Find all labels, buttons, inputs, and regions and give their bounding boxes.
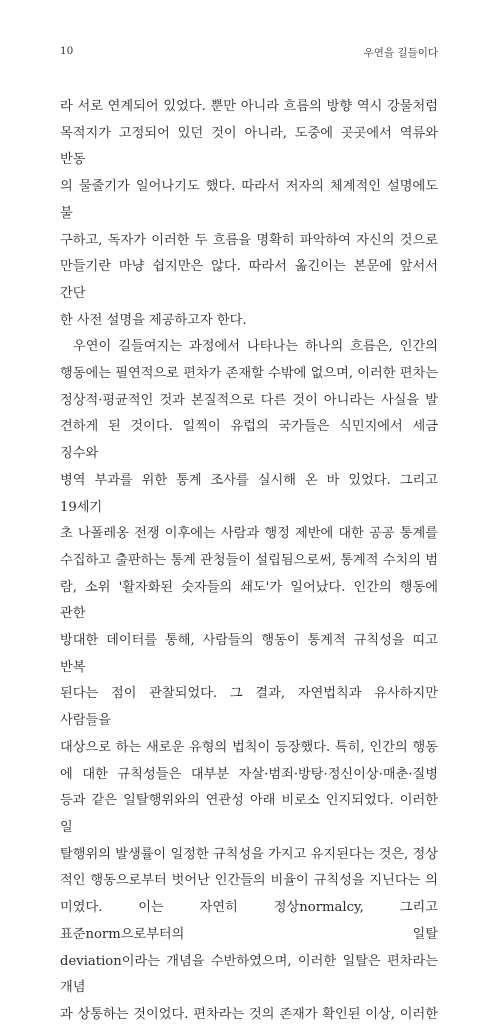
text-line: 미였다. 이는 자연히 정상normalcy, 그리고 표준norm으로부터의 일탈 <box>60 900 438 942</box>
body-text <box>60 94 438 1029</box>
page-header <box>60 45 438 61</box>
text-line: deviation이라는 개념을 수반하였으며, 이러한 일탈은 편차라는 개념 <box>60 953 438 996</box>
text-line: 병역 부과를 위한 통계 조사를 실시해 온 바 있었다. 그리고 19세기 <box>60 472 438 515</box>
running-title: 우연을 길들이다 <box>363 47 438 59</box>
text-line: 탈행위의 발생률이 일정한 규칙성을 가지고 유지된다는 것은, 정상 <box>60 846 438 862</box>
text-line: 의 물줄기가 일어나기도 했다. 따라서 저자의 체계적인 설명에도 불 <box>60 179 438 221</box>
text-line: 만들기란 마냥 쉽지만은 않다. 따라서 옮긴이는 본문에 앞서서 간단 <box>60 259 438 301</box>
text-line: 람, 소위 '활자화된 숫자들의 쇄도'가 일어났다. 인간의 행동에 관한 <box>60 579 438 622</box>
text-line: 에 대한 규칙성들은 대부분 자살·범죄·방탕·정신이상·매춘·질병 <box>60 766 438 782</box>
text-line: 목적지가 고정되어 있던 것이 아니라, 도중에 곳곳에서 역류와 반동 <box>60 125 438 168</box>
text-line: 견하게 된 것이다. 일찍이 유럽의 국가들은 식민지에서 세금 징수와 <box>60 419 438 462</box>
text-line: 등과 같은 일탈행위와의 연관성 아래 비로소 인지되었다. 이러한 일 <box>60 793 438 835</box>
page-number: 10 <box>60 45 74 57</box>
text-line: 행동에는 필연적으로 편차가 존재할 수밖에 없으며, 이러한 편차는 <box>60 366 438 382</box>
text-line: 우연이 길들여지는 과정에서 나타나는 하나의 흐름은, 인간의 <box>73 339 438 355</box>
text-line: 초 나폴레옹 전쟁 이후에는 사람과 행정 제반에 대한 공공 통계를 <box>60 526 438 542</box>
text-line: 방대한 데이터를 통해, 사람들의 행동이 통계적 규칙성을 띠고 반복 <box>60 633 438 675</box>
text-line: 구하고, 독자가 이러한 두 흐름을 명확히 파악하여 자신의 것으로 <box>60 232 438 248</box>
text-line: 수집하고 출판하는 통계 관청들이 설립됨으로써, 통계적 수치의 범 <box>60 552 438 568</box>
text-line: 적인 행동으로부터 벗어난 인간들의 비율이 규칙성을 지닌다는 의 <box>60 873 438 889</box>
text-line: 과 상통하는 것이었다. 편차라는 것의 존재가 확인된 이상, 이러한 <box>60 1006 438 1022</box>
text-line: 한 사전 설명을 제공하고자 한다. <box>60 312 247 328</box>
text-line: 라 서로 연계되어 있었다. 뿐만 아니라 흐름의 방향 역시 강물처럼 <box>60 99 438 114</box>
text-line: 정상적·평균적인 것과 본질적으로 다른 것이 아니라는 사실을 발 <box>60 392 438 408</box>
text-line: 된다는 점이 관찰되었다. 그 결과, 자연법칙과 유사하지만 사람들을 <box>60 686 438 729</box>
text-line: 대상으로 하는 새로운 유형의 법칙이 등장했다. 특히, 인간의 행동 <box>60 739 438 755</box>
